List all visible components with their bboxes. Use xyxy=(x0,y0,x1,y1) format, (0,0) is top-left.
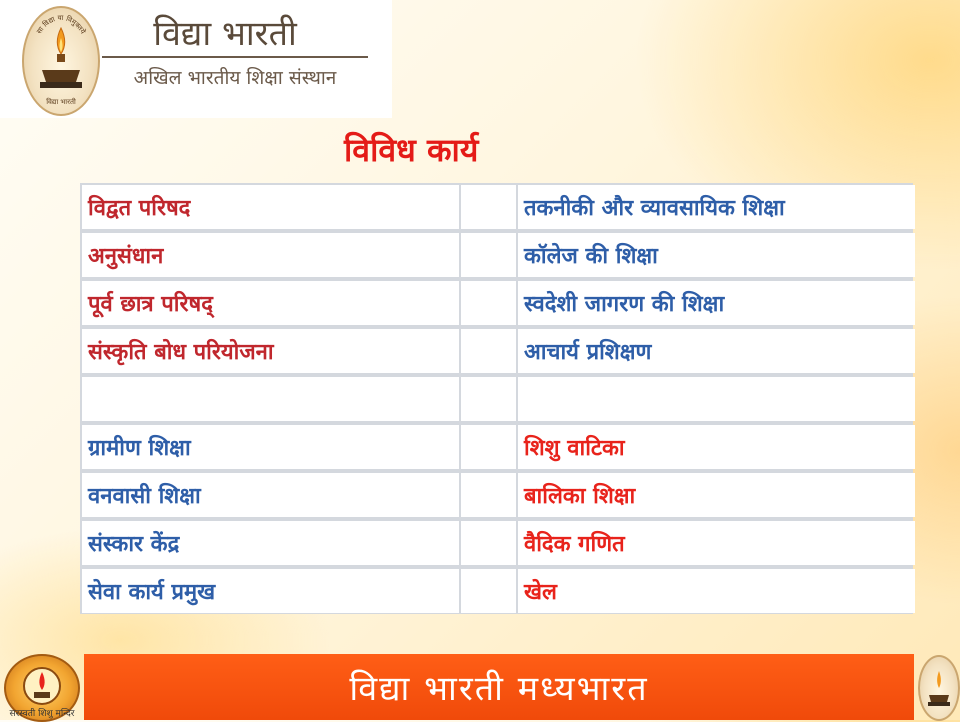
table-cell-left: वनवासी शिक्षा xyxy=(82,473,459,517)
table-cell-right: स्वदेशी जागरण की शिक्षा xyxy=(518,281,915,325)
table-cell-right: बालिका शिक्षा xyxy=(518,473,915,517)
logo-base-text: विद्या भारती xyxy=(46,98,76,106)
title-divider xyxy=(102,56,368,58)
header-logo-panel xyxy=(0,0,392,118)
table-cell-middle xyxy=(461,425,516,469)
vidya-bharati-logo xyxy=(22,6,100,116)
table-cell-middle xyxy=(461,281,516,325)
table-cell-middle xyxy=(461,569,516,613)
table-cell-middle xyxy=(461,377,516,421)
table-cell-left: अनुसंधान xyxy=(82,233,459,277)
table-cell-left: संस्कृति बोध परियोजना xyxy=(82,329,459,373)
table-cell-right xyxy=(518,377,915,421)
table-cell-left: पूर्व छात्र परिषद् xyxy=(82,281,459,325)
page-title: विविध कार्य xyxy=(344,131,479,169)
table-cell-right: शिशु वाटिका xyxy=(518,425,915,469)
table-cell-right: कॉलेज की शिक्षा xyxy=(518,233,915,277)
org-title: विद्या भारती xyxy=(153,14,297,54)
table-cell-right: खेल xyxy=(518,569,915,613)
logo-arc-text: सा विद्या या विमुक्तये xyxy=(35,13,87,36)
svg-text:सा विद्या या विमुक्तये xyxy=(35,14,88,36)
activities-table xyxy=(80,183,913,614)
table-cell-right: आचार्य प्रशिक्षण xyxy=(518,329,915,373)
org-subtitle: अखिल भारतीय शिक्षा संस्थान xyxy=(133,67,337,89)
table-cell-middle xyxy=(461,473,516,517)
table-cell-middle xyxy=(461,521,516,565)
footer-title: विद्या भारती मध्यभारत xyxy=(349,669,649,709)
table-cell-middle xyxy=(461,329,516,373)
footer-band xyxy=(84,654,914,720)
table-cell-middle xyxy=(461,185,516,229)
table-cell-left: ग्रामीण शिक्षा xyxy=(82,425,459,469)
table-cell-right: तकनीकी और व्यावसायिक शिक्षा xyxy=(518,185,915,229)
table-cell-left: विद्वत परिषद xyxy=(82,185,459,229)
vidya-bharati-small-logo xyxy=(918,655,960,721)
table-cell-left: संस्कार केंद्र xyxy=(82,521,459,565)
table-cell-middle xyxy=(461,233,516,277)
table-cell-right: वैदिक गणित xyxy=(518,521,915,565)
table-cell-left: सेवा कार्य प्रमुख xyxy=(82,569,459,613)
shishu-mandir-label: सरस्वती शिशु मन्दिर xyxy=(9,709,75,719)
table-cell-left xyxy=(82,377,459,421)
